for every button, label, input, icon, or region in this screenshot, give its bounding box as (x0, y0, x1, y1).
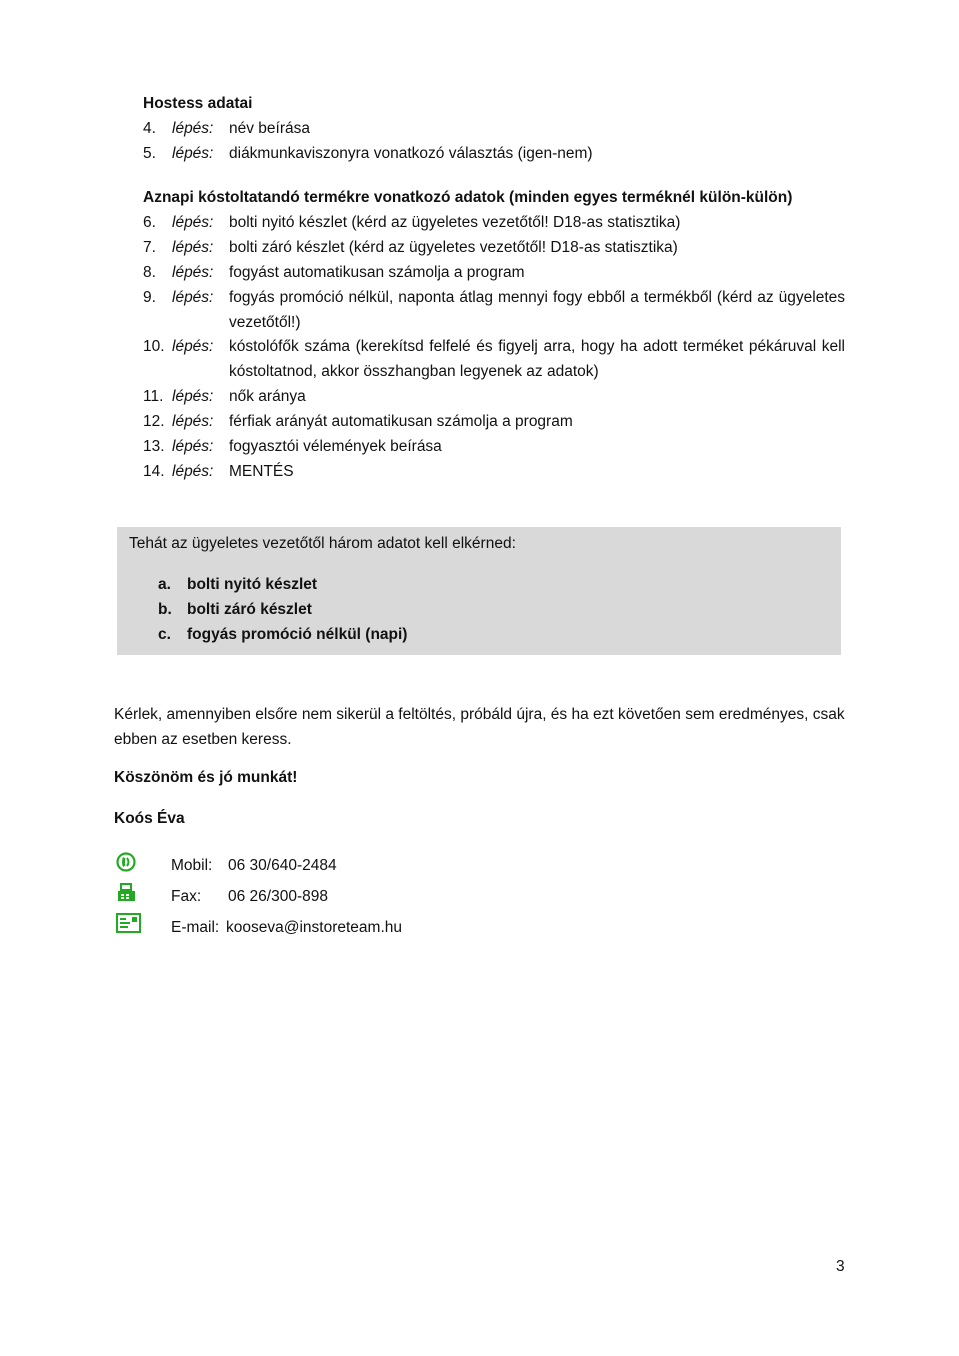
step-number: 4. (143, 120, 156, 137)
step-number: 6. (143, 214, 156, 231)
step-text: fogyást automatikusan számolja a program (229, 264, 525, 281)
step-number: 14. (143, 463, 165, 480)
step-word: lépés: (172, 463, 214, 480)
info-box-text: bolti nyitó készlet (187, 576, 318, 593)
fax-label: Fax: (171, 888, 202, 905)
contact-fax (0, 883, 959, 909)
section-heading-products: Aznapi kóstoltatandó termékre vonatkozó adatok (minden egyes terméknél külön-külön) (143, 189, 793, 206)
thanks-text: Köszönöm és jó munkát! (114, 769, 298, 786)
step-word: lépés: (172, 239, 214, 256)
step-word: lépés: (172, 120, 214, 137)
step-text: fogyasztói vélemények beírása (229, 438, 442, 455)
step-text: MENTÉS (229, 463, 294, 480)
step-text: bolti záró készlet (kérd az ügyeletes vezetőtől! D18-as statisztika) (229, 239, 678, 256)
phone-icon (116, 852, 140, 874)
email-icon (116, 913, 144, 935)
signature-name: Koós Éva (114, 810, 185, 827)
section-heading-hostess: Hostess adatai (143, 95, 253, 112)
info-box-item (0, 601, 959, 626)
email-label: E-mail: (171, 919, 220, 936)
step-number: 13. (143, 438, 165, 455)
step-word: lépés: (172, 413, 214, 430)
contact-mobile (0, 852, 959, 878)
step-text: bolti nyitó készlet (kérd az ügyeletes vezetőtől! D18-as statisztika) (229, 214, 681, 231)
step-item (0, 463, 959, 488)
step-text: kóstolófők száma (kerekítsd felfelé és figyelj arra, hogy ha adott terméket pékáruval kell kóstoltatnod, akkor összhangban legyenek az adatok) (229, 338, 845, 380)
step-number: 8. (143, 264, 156, 281)
info-box-text: fogyás promóció nélkül (napi) (187, 626, 408, 643)
step-number: 7. (143, 239, 156, 256)
step-number: 10. (143, 338, 165, 355)
step-item (0, 338, 959, 380)
step-item (0, 289, 959, 331)
step-word: lépés: (172, 438, 214, 455)
info-box-letter: a. (158, 576, 171, 593)
info-box-text: bolti záró készlet (187, 601, 312, 618)
info-box-intro: Tehát az ügyeletes vezetőtől három adatot kell elkérned: (129, 535, 516, 552)
step-text: fogyás promóció nélkül, naponta átlag mennyi fogy ebből a termékből (kérd az ügyeletes vezetőtől!) (229, 289, 845, 331)
info-box-letter: c. (158, 626, 171, 643)
mobile-value: 06 30/640-2484 (228, 857, 337, 874)
step-number: 5. (143, 145, 156, 162)
step-word: lépés: (172, 214, 214, 231)
step-word: lépés: (172, 289, 214, 306)
step-word: lépés: (172, 145, 214, 162)
step-text: név beírása (229, 120, 310, 137)
step-number: 12. (143, 413, 165, 430)
closing-paragraph: Kérlek, amennyiben elsőre nem sikerül a feltöltés, próbáld újra, és ha ezt követően sem eredményes, csak ebben az esetben keress. (114, 706, 845, 748)
step-word: lépés: (172, 264, 214, 281)
step-number: 9. (143, 289, 156, 306)
info-box-item (0, 626, 959, 651)
step-word: lépés: (172, 338, 214, 355)
email-value[interactable]: kooseva@instoreteam.hu (226, 919, 402, 936)
fax-value: 06 26/300-898 (228, 888, 328, 905)
step-text: diákmunkaviszonyra vonatkozó választás (igen-nem) (229, 145, 593, 162)
contact-email (0, 913, 959, 939)
step-item (0, 145, 959, 170)
info-box-item (0, 576, 959, 601)
step-word: lépés: (172, 388, 214, 405)
page-number: 3 (836, 1258, 845, 1275)
step-number: 11. (143, 388, 164, 405)
step-text: férfiak arányát automatikusan számolja a program (229, 413, 573, 430)
fax-icon (116, 883, 140, 905)
mobile-label: Mobil: (171, 857, 213, 874)
info-box-letter: b. (158, 601, 172, 618)
step-text: nők aránya (229, 388, 306, 405)
